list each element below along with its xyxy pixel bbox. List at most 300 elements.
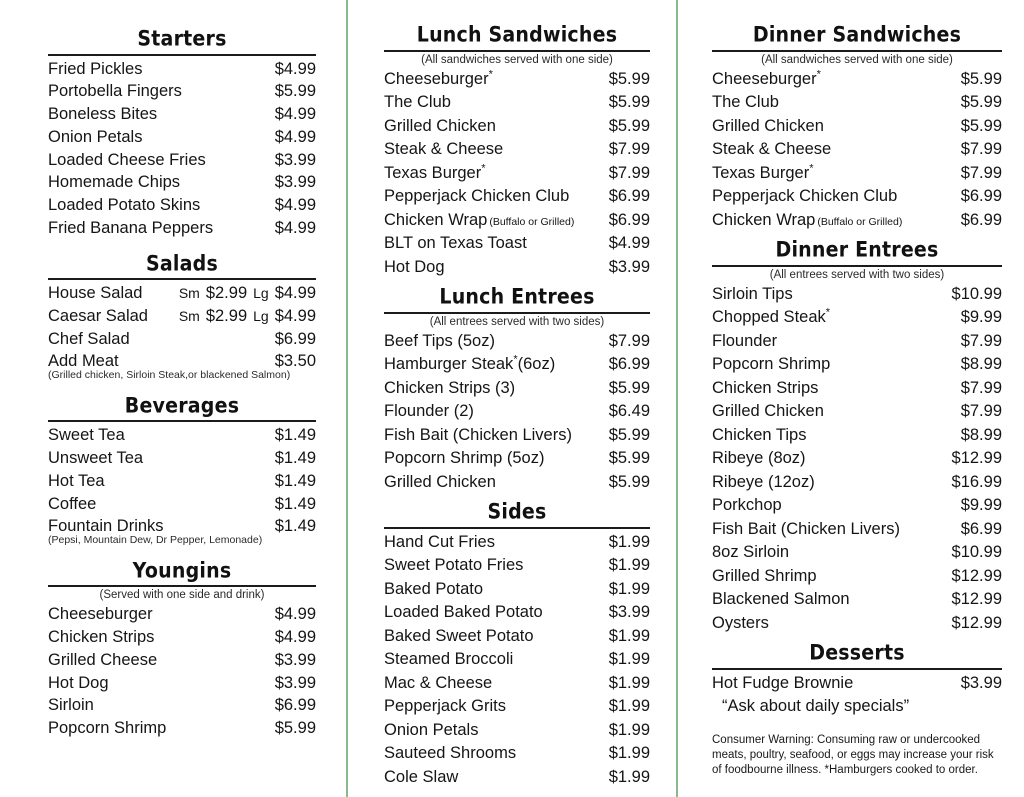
- menu-item-name: [384, 115, 496, 139]
- menu-item-row[interactable]: [384, 330, 650, 354]
- menu-item-label: Fried Pickles: [48, 59, 143, 78]
- menu-item-price: $5.99: [960, 116, 1002, 135]
- section-subnote-dinner-entrees: (All entrees served with two sides): [769, 268, 945, 281]
- menu-item-list-beverages: [48, 424, 316, 546]
- menu-item-label: Coffee: [48, 494, 97, 513]
- menu-item-name: [712, 518, 900, 542]
- menu-item-price: $12.99: [951, 590, 1002, 609]
- menu-item-label: Grilled Chicken: [384, 472, 496, 491]
- menu-item-price: $12.99: [951, 613, 1002, 632]
- menu-item-sizes: [179, 305, 316, 328]
- menu-item-row[interactable]: [48, 470, 316, 493]
- menu-item-label: Cole Slaw: [384, 767, 459, 786]
- menu-item-row[interactable]: [48, 217, 316, 240]
- menu-item-name: [48, 126, 142, 149]
- menu-item-name: [712, 138, 831, 162]
- menu-item-paren-note: (Buffalo or Grilled): [817, 215, 903, 228]
- menu-item-row[interactable]: [712, 115, 1002, 139]
- menu-item-price: $7.99: [608, 331, 650, 350]
- menu-item-row[interactable]: [384, 672, 650, 696]
- menu-item-asterisk: *: [816, 68, 821, 81]
- menu-item-price: $5.99: [608, 116, 650, 135]
- menu-item-name: [712, 209, 902, 233]
- menu-item-name: [384, 554, 523, 578]
- menu-item-label: Cheeseburger: [384, 69, 489, 88]
- menu-item-row[interactable]: [48, 58, 316, 81]
- menu-item-row[interactable]: [384, 138, 650, 162]
- menu-item-price: $4.99: [274, 196, 316, 215]
- menu-item-price: $4.99: [274, 59, 316, 78]
- section-title-starters: Starters: [137, 26, 227, 52]
- menu-item-row[interactable]: [712, 494, 1002, 518]
- menu-section-beverages: [48, 393, 316, 547]
- menu-item-row[interactable]: [384, 353, 650, 377]
- menu-item-row[interactable]: [712, 330, 1002, 354]
- menu-item-row[interactable]: [712, 588, 1002, 612]
- menu-item-price: $1.99: [608, 720, 650, 739]
- menu-item-label: Chicken Wrap: [712, 210, 816, 229]
- menu-item-row[interactable]: [384, 601, 650, 625]
- menu-item-row[interactable]: [712, 424, 1002, 448]
- menu-item-label: Grilled Chicken: [712, 116, 824, 135]
- menu-item-row[interactable]: [384, 554, 650, 578]
- menu-item-row[interactable]: [712, 400, 1002, 424]
- menu-item-row[interactable]: [48, 171, 316, 194]
- menu-item-name: [48, 305, 148, 328]
- menu-item-list-sides: [384, 531, 650, 790]
- menu-item-row[interactable]: [384, 377, 650, 401]
- menu-item-label: Flounder: [712, 331, 778, 350]
- menu-item-price: $16.99: [951, 472, 1002, 491]
- menu-item-label: Sirloin: [48, 696, 94, 715]
- menu-item-row[interactable]: [48, 447, 316, 470]
- menu-item-name: [384, 330, 495, 354]
- menu-item-label: BLT on Texas Toast: [384, 234, 527, 253]
- menu-item-row[interactable]: [384, 400, 650, 424]
- menu-item-name: [384, 400, 474, 424]
- menu-item-name: [384, 256, 445, 280]
- menu-item-name: [48, 470, 105, 493]
- menu-item-label: Baked Potato: [384, 579, 484, 598]
- menu-item-suffix: (6oz): [517, 355, 556, 374]
- menu-item-note: (Grilled chicken, Sirloin Steak,or blackened Salmon): [48, 369, 291, 382]
- menu-item-price: $6.99: [960, 519, 1002, 538]
- menu-item-name: [712, 424, 806, 448]
- menu-item-row[interactable]: [384, 578, 650, 602]
- menu-item-name: [712, 471, 815, 495]
- menu-item-name: [384, 601, 543, 625]
- menu-item-row[interactable]: [384, 719, 650, 743]
- size-small-label: Sm: [178, 285, 200, 302]
- menu-item-label: Hot Tea: [48, 471, 105, 490]
- menu-item-price: $4.99: [274, 105, 316, 124]
- menu-item-price: $4.99: [608, 234, 650, 253]
- menu-item-sizes: [179, 282, 316, 305]
- menu-item-price: $1.99: [608, 556, 650, 575]
- menu-column-middle: [346, 0, 676, 797]
- menu-item-label: Hand Cut Fries: [384, 532, 495, 551]
- size-large-price: $4.99: [274, 284, 316, 303]
- menu-item-row[interactable]: [712, 541, 1002, 565]
- menu-item-row[interactable]: [48, 103, 316, 126]
- menu-item-label: Ribeye (8oz): [712, 449, 806, 468]
- menu-item-price: $5.99: [608, 472, 650, 491]
- section-subnote-lunch-sandwiches: (All sandwiches served with one side): [421, 53, 613, 66]
- menu-item-price: $5.99: [274, 82, 316, 101]
- menu-item-label: Popcorn Shrimp: [712, 355, 831, 374]
- consumer-warning: Consumer Warning: Consuming raw or undercooked meats, poultry, seafood, or eggs may increase your risk of foodbourne illness. *Hamburgers cooked to order.: [712, 733, 994, 776]
- menu-item-price: $5.99: [608, 69, 650, 88]
- menu-item-price: $1.99: [608, 650, 650, 669]
- menu-item-price: $8.99: [960, 355, 1002, 374]
- menu-item-price: $7.99: [960, 378, 1002, 397]
- menu-item-row[interactable]: [384, 115, 650, 139]
- menu-item-price: $5.99: [960, 69, 1002, 88]
- menu-item-name: [712, 283, 793, 307]
- menu-item-row[interactable]: [712, 162, 1002, 186]
- menu-item-row[interactable]: [712, 306, 1002, 330]
- menu-item-label: Baked Sweet Potato: [384, 626, 534, 645]
- menu-item-row[interactable]: [384, 447, 650, 471]
- menu-section-sides: [384, 499, 650, 789]
- menu-item-price: $6.99: [608, 355, 650, 374]
- size-small-label: Sm: [178, 307, 200, 324]
- menu-item-name: [48, 717, 166, 740]
- section-rule-dinner-entrees: [712, 265, 1002, 267]
- menu-item-name: [712, 447, 806, 471]
- menu-item-row[interactable]: [48, 717, 316, 740]
- menu-item-name: [48, 282, 142, 305]
- menu-item-name: [48, 694, 94, 717]
- menu-item-name: [48, 649, 157, 672]
- menu-item-price: $5.99: [608, 93, 650, 112]
- menu-item-name: [712, 565, 817, 589]
- menu-item-row[interactable]: [48, 126, 316, 149]
- section-title-youngins: Youngins: [132, 558, 232, 583]
- menu-item-name: [712, 541, 789, 565]
- size-small-price: $2.99: [205, 306, 248, 325]
- menu-item-label: Onion Petals: [48, 127, 143, 146]
- menu-item-price: $8.99: [960, 425, 1002, 444]
- menu-item-label: Chopped Steak: [712, 308, 826, 327]
- menu-item-row[interactable]: [712, 612, 1002, 636]
- menu-item-row[interactable]: [48, 649, 316, 672]
- menu-item-asterisk: *: [809, 162, 814, 175]
- menu-item-price: $3.99: [274, 650, 316, 669]
- size-large-label: Lg: [253, 307, 269, 324]
- menu-item-label: Caesar Salad: [48, 306, 148, 325]
- menu-item-row[interactable]: [712, 377, 1002, 401]
- menu-section-starters: [48, 26, 316, 240]
- menu-item-label: Fish Bait (Chicken Livers): [712, 519, 900, 538]
- menu-item-note: (Pepsi, Mountain Dew, Dr Pepper, Lemonade): [48, 534, 263, 547]
- section-rule-sides: [384, 527, 650, 529]
- menu-item-label: Porkchop: [712, 496, 782, 515]
- menu-item-name: [384, 531, 495, 555]
- section-rule-dinner-sandwiches: [712, 50, 1002, 52]
- menu-item-label: Hot Dog: [48, 673, 109, 692]
- menu-item-name: [712, 588, 850, 612]
- menu-item-name: [384, 377, 515, 401]
- menu-item-label: Chicken Strips: [712, 378, 819, 397]
- menu-item-row[interactable]: [712, 138, 1002, 162]
- section-title-desserts: Desserts: [809, 640, 905, 666]
- menu-item-name: [48, 149, 206, 172]
- menu-item-price: $1.49: [274, 426, 316, 445]
- menu-item-row[interactable]: [384, 68, 650, 92]
- menu-section-lunch-sandwiches: [384, 22, 650, 279]
- menu-item-name: [712, 68, 821, 92]
- menu-item-price: $1.49: [274, 471, 316, 490]
- menu-item-row[interactable]: [48, 672, 316, 695]
- menu-item-label: Chef Salad: [48, 329, 130, 348]
- menu-item-row[interactable]: [384, 531, 650, 555]
- menu-item-row[interactable]: [712, 283, 1002, 307]
- menu-item-label: Pepperjack Chicken Club: [712, 187, 898, 206]
- menu-item-label: Homemade Chips: [48, 173, 181, 192]
- menu-item-label: The Club: [384, 93, 451, 112]
- menu-item-label: Fish Bait (Chicken Livers): [384, 425, 572, 444]
- menu-item-label: Chicken Strips (3): [384, 378, 516, 397]
- menu-item-label: Loaded Cheese Fries: [48, 150, 206, 169]
- section-rule-starters: [48, 54, 316, 56]
- menu-item-name: [384, 578, 483, 602]
- menu-item-list-youngins: [48, 603, 316, 740]
- menu-item-list-salads: [48, 282, 316, 382]
- menu-item-row[interactable]: [712, 565, 1002, 589]
- menu-item-name: [712, 672, 853, 696]
- menu-item-name: [384, 648, 513, 672]
- menu-item-name: [48, 424, 125, 447]
- menu-item-label: Onion Petals: [384, 720, 479, 739]
- menu-item-label: Loaded Baked Potato: [384, 603, 543, 622]
- menu-item-price: $4.99: [274, 628, 316, 647]
- menu-item-price: $5.99: [608, 425, 650, 444]
- menu-item-label: Sirloin Tips: [712, 284, 793, 303]
- menu-item-price: $1.99: [608, 532, 650, 551]
- menu-item-row[interactable]: [48, 424, 316, 447]
- menu-item-asterisk: *: [825, 306, 831, 319]
- menu-item-label: Beef Tips (5oz): [384, 331, 495, 350]
- menu-item-row[interactable]: [384, 185, 650, 209]
- menu-item-row[interactable]: [384, 695, 650, 719]
- menu-item-name: [384, 209, 574, 233]
- menu-item-price: $6.99: [274, 329, 316, 348]
- menu-item-label: Grilled Shrimp: [712, 566, 817, 585]
- menu-item-name: [384, 471, 496, 495]
- menu-item-price: $6.99: [960, 210, 1002, 229]
- menu-item-price: $3.99: [608, 603, 650, 622]
- menu-item-label: Sweet Potato Fries: [384, 556, 524, 575]
- menu-item-price: $3.99: [274, 173, 316, 192]
- menu-item-list-lunch-entrees: [384, 330, 650, 495]
- menu-item-price: $7.99: [608, 163, 650, 182]
- menu-item-row[interactable]: [384, 209, 650, 233]
- menu-item-label: Ribeye (12oz): [712, 472, 815, 491]
- menu-item-price: $5.99: [274, 719, 316, 738]
- menu-item-row[interactable]: [48, 603, 316, 626]
- menu-item-paren-note: (Buffalo or Grilled): [489, 215, 575, 228]
- menu-item-name: [384, 68, 493, 92]
- menu-item-row[interactable]: [712, 91, 1002, 115]
- menu-item-label: Steamed Broccoli: [384, 650, 514, 669]
- menu-item-label: Pepperjack Grits: [384, 697, 506, 716]
- menu-column-left: [0, 0, 346, 797]
- menu-item-row[interactable]: [712, 471, 1002, 495]
- menu-section-salads: [48, 251, 316, 382]
- menu-item-name: [712, 162, 814, 186]
- menu-item-price: $1.49: [274, 494, 316, 513]
- menu-item-name: [48, 194, 200, 217]
- menu-item-label: Grilled Cheese: [48, 650, 158, 669]
- menu-item-name: [384, 353, 555, 377]
- size-large-price: $4.99: [274, 306, 316, 325]
- menu-item-label: Flounder (2): [384, 402, 474, 421]
- menu-item-price: $5.99: [608, 378, 650, 397]
- menu-item-row[interactable]: [48, 149, 316, 172]
- menu-item-name: [712, 115, 824, 139]
- menu-item-row[interactable]: [48, 328, 316, 351]
- menu-item-label: Chicken Tips: [712, 425, 807, 444]
- section-subnote-dinner-sandwiches: (All sandwiches served with one side): [761, 53, 953, 66]
- menu-item-name: [384, 138, 503, 162]
- menu-item-price: $9.99: [960, 308, 1002, 327]
- menu-item-row[interactable]: [384, 162, 650, 186]
- section-title-sides: Sides: [487, 499, 547, 525]
- menu-item-row[interactable]: [384, 766, 650, 790]
- menu-item-price: $3.50: [274, 352, 316, 371]
- menu-item-asterisk: *: [488, 68, 493, 81]
- menu-item-price: $1.49: [274, 449, 316, 468]
- menu-section-youngins: [48, 558, 316, 740]
- menu-item-row[interactable]: [712, 518, 1002, 542]
- daily-specials-quote: “Ask about daily specials”: [722, 697, 910, 716]
- menu-item-label: Grilled Chicken: [384, 116, 496, 135]
- menu-item-price: $6.99: [608, 187, 650, 206]
- menu-item-row[interactable]: [384, 742, 650, 766]
- menu-item-list-desserts: [712, 672, 1002, 696]
- menu-item-name: [712, 353, 830, 377]
- menu-item-name: [384, 91, 451, 115]
- menu-item-price: $1.99: [608, 697, 650, 716]
- menu-item-row[interactable]: [384, 232, 650, 256]
- section-rule-lunch-entrees: [384, 312, 650, 314]
- menu-item-name: [384, 447, 544, 471]
- menu-item-name: [712, 494, 782, 518]
- menu-item-label: Popcorn Shrimp: [48, 719, 167, 738]
- menu-item-price: $3.99: [960, 673, 1002, 692]
- size-large-label: Lg: [253, 285, 269, 302]
- menu-item-name: [712, 306, 830, 330]
- menu-item-price: $3.99: [608, 257, 650, 276]
- menu-item-label: Unsweet Tea: [48, 449, 144, 468]
- menu-item-name: [384, 625, 534, 649]
- menu-item-name: [48, 217, 213, 240]
- menu-item-name: [48, 103, 157, 126]
- menu-item-price: $1.99: [608, 673, 650, 692]
- menu-item-price: $6.99: [274, 696, 316, 715]
- menu-item-label: Sauteed Shrooms: [384, 744, 517, 763]
- menu-item-name: [384, 719, 478, 743]
- section-rule-desserts: [712, 668, 1002, 670]
- section-rule-youngins: [48, 585, 316, 587]
- menu-item-row[interactable]: [712, 185, 1002, 209]
- section-rule-lunch-sandwiches: [384, 50, 650, 52]
- menu-item-row[interactable]: [48, 493, 316, 516]
- menu-section-dinner-sandwiches: [712, 22, 1002, 232]
- menu-item-row[interactable]: [48, 626, 316, 649]
- menu-item-list-dinner-sandwiches: [712, 68, 1002, 233]
- menu-item-row[interactable]: [712, 447, 1002, 471]
- menu-item-row[interactable]: [48, 694, 316, 717]
- menu-item-price: $12.99: [951, 566, 1002, 585]
- menu-item-name: [48, 493, 96, 516]
- menu-item-row[interactable]: [712, 209, 1002, 233]
- menu-item-label: Loaded Potato Skins: [48, 196, 201, 215]
- menu-item-name: [48, 603, 153, 626]
- size-small-price: $2.99: [205, 284, 248, 303]
- menu-item-name: [712, 377, 818, 401]
- menu-item-name: [712, 91, 779, 115]
- menu-item-row[interactable]: [384, 91, 650, 115]
- menu-item-row[interactable]: [712, 672, 1002, 696]
- menu-item-row[interactable]: [48, 282, 316, 305]
- menu-item-row[interactable]: [384, 625, 650, 649]
- menu-item-label: Sweet Tea: [48, 426, 125, 445]
- menu-item-label: The Club: [712, 93, 779, 112]
- section-title-dinner-sandwiches: Dinner Sandwiches: [752, 22, 962, 48]
- section-rule-salads: [48, 278, 316, 280]
- menu-item-price: $7.99: [960, 331, 1002, 350]
- menu-item-price: $5.99: [608, 449, 650, 468]
- menu-item-label: Fountain Drinks: [48, 517, 164, 536]
- menu-item-price: $6.99: [608, 210, 650, 229]
- menu-item-price: $10.99: [951, 284, 1002, 303]
- menu-item-label: Steak & Cheese: [712, 140, 832, 159]
- menu-item-price: $4.99: [274, 218, 316, 237]
- menu-item-name: [48, 80, 182, 103]
- menu-item-row[interactable]: [384, 471, 650, 495]
- section-title-dinner-entrees: Dinner Entrees: [775, 237, 939, 263]
- menu-item-label: Add Meat: [48, 352, 119, 371]
- menu-item-list-dinner-entrees: [712, 283, 1002, 636]
- menu-item-price: $1.99: [608, 744, 650, 763]
- menu-item-row[interactable]: [384, 648, 650, 672]
- menu-section-desserts: [712, 640, 1002, 718]
- menu-item-row[interactable]: [384, 256, 650, 280]
- menu-item-label: Portobella Fingers: [48, 82, 182, 101]
- menu-item-price: $3.99: [274, 150, 316, 169]
- menu-item-name: [384, 185, 569, 209]
- menu-item-row[interactable]: [712, 353, 1002, 377]
- menu-item-label: Pepperjack Chicken Club: [384, 187, 570, 206]
- menu-item-row[interactable]: [48, 80, 316, 103]
- menu-item-list-lunch-sandwiches: [384, 68, 650, 280]
- menu-item-asterisk: *: [481, 162, 486, 175]
- menu-item-name: [712, 400, 824, 424]
- menu-item-price: $12.99: [951, 449, 1002, 468]
- section-subnote-lunch-entrees: (All entrees served with two sides): [429, 315, 605, 328]
- menu-item-row[interactable]: [712, 68, 1002, 92]
- menu-item-row[interactable]: [48, 194, 316, 217]
- menu-item-price: $4.99: [274, 127, 316, 146]
- menu-item-row[interactable]: [48, 305, 316, 328]
- menu-item-row[interactable]: [384, 424, 650, 448]
- menu-item-label: 8oz Sirloin: [712, 543, 790, 562]
- menu-item-name: [712, 330, 777, 354]
- menu-item-name: [48, 328, 130, 351]
- menu-item-name: [384, 672, 492, 696]
